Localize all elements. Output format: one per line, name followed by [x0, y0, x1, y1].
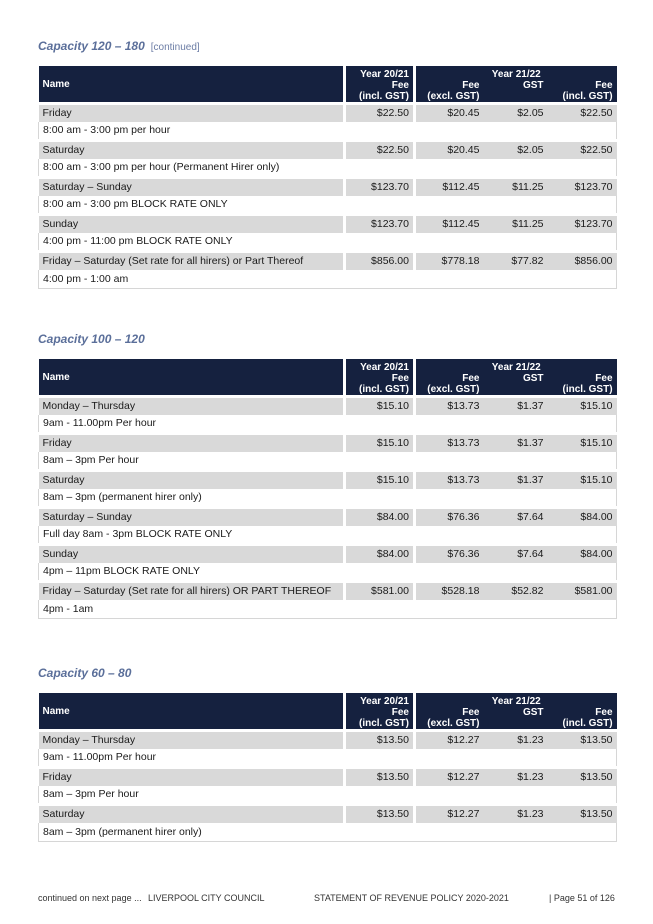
table-row-description	[39, 415, 617, 434]
header-fee-incl-2122	[548, 707, 617, 731]
table-row-description	[39, 600, 617, 619]
fee-2020-21-incl-gst: $13.50	[345, 805, 415, 823]
section-title	[38, 664, 616, 682]
fee-item-name: Friday – Saturday (Set rate for all hirers) or Part Thereof	[39, 252, 345, 270]
table-row	[39, 434, 617, 452]
table-row	[39, 397, 617, 415]
header-fee-label: Fee	[595, 373, 613, 384]
fee-2020-21-incl-gst: $15.10	[345, 397, 415, 415]
header-fee-excl	[415, 80, 484, 104]
table-row	[39, 805, 617, 823]
gst-amount: $1.37	[484, 434, 548, 452]
header-incl-gst-label: (incl. GST)	[562, 384, 613, 395]
table-row-description	[39, 823, 617, 842]
fee-2021-22-excl-gst: $112.45	[415, 215, 484, 233]
header-incl-gst-label: (incl. GST)	[359, 718, 409, 729]
header-excl-gst-label: (excl. GST)	[427, 384, 480, 395]
gst-amount: $1.37	[484, 397, 548, 415]
header-fee-label: Fee	[462, 707, 480, 718]
fee-2021-22-incl-gst: $22.50	[548, 141, 617, 159]
fee-item-hours: 9am - 11.00pm Per hour	[39, 749, 617, 768]
header-year-20-21: Year 20/21	[345, 693, 415, 707]
gst-amount: $11.25	[484, 215, 548, 233]
fee-item-name: Saturday	[39, 805, 345, 823]
header-fee-label: Fee	[462, 373, 480, 384]
section-capacity-60-80	[38, 664, 616, 842]
table-row-description	[39, 563, 617, 582]
page-footer	[38, 892, 616, 904]
gst-amount: $7.64	[484, 508, 548, 526]
table-row	[39, 768, 617, 786]
fee-2021-22-excl-gst: $13.73	[415, 471, 484, 489]
fee-item-hours: 8am – 3pm (permanent hirer only)	[39, 489, 617, 508]
table-row	[39, 508, 617, 526]
section-title-text: Capacity 120 – 180	[38, 39, 145, 53]
header-name: Name	[39, 693, 345, 731]
header-fee-excl	[415, 373, 484, 397]
fee-2021-22-excl-gst: $20.45	[415, 104, 484, 122]
fee-item-name: Monday – Thursday	[39, 731, 345, 749]
fee-item-name: Friday	[39, 768, 345, 786]
header-fee-incl-2021	[345, 80, 415, 104]
header-incl-gst-label: (incl. GST)	[359, 384, 409, 395]
fee-item-hours: 9am - 11.00pm Per hour	[39, 415, 617, 434]
table-row	[39, 104, 617, 122]
table-row	[39, 141, 617, 159]
header-fee-label: Fee	[462, 80, 480, 91]
header-gst: GST	[484, 707, 548, 731]
fee-2021-22-incl-gst: $581.00	[548, 582, 617, 600]
fee-2021-22-incl-gst: $84.00	[548, 508, 617, 526]
section-title-text: Capacity 60 – 80	[38, 666, 132, 680]
fee-item-hours: 4pm - 1am	[39, 600, 617, 619]
header-fee-excl	[415, 707, 484, 731]
header-year-21-22: Year 21/22	[415, 693, 617, 707]
section-capacity-120-180	[38, 37, 616, 289]
header-fee-label: Fee	[391, 373, 409, 384]
fee-2021-22-incl-gst: $13.50	[548, 805, 617, 823]
header-year-20-21: Year 20/21	[345, 66, 415, 80]
table-row-description	[39, 526, 617, 545]
table-row	[39, 471, 617, 489]
fee-2021-22-excl-gst: $76.36	[415, 508, 484, 526]
fee-2021-22-incl-gst: $15.10	[548, 397, 617, 415]
table-row-description	[39, 786, 617, 805]
fee-2021-22-incl-gst: $84.00	[548, 545, 617, 563]
fee-item-name: Saturday	[39, 471, 345, 489]
fee-2021-22-incl-gst: $856.00	[548, 252, 617, 270]
section-title	[38, 37, 616, 55]
table-row-description	[39, 270, 617, 289]
fee-2020-21-incl-gst: $84.00	[345, 545, 415, 563]
header-incl-gst-label: (incl. GST)	[562, 718, 613, 729]
gst-amount: $1.23	[484, 731, 548, 749]
table-row-description	[39, 196, 617, 215]
fee-2021-22-incl-gst: $123.70	[548, 178, 617, 196]
fee-item-hours: 8am – 3pm Per hour	[39, 786, 617, 805]
header-name: Name	[39, 66, 345, 104]
fee-table	[38, 359, 617, 619]
table-row-description	[39, 489, 617, 508]
fee-item-name: Saturday – Sunday	[39, 508, 345, 526]
gst-amount: $1.37	[484, 471, 548, 489]
fee-2021-22-excl-gst: $12.27	[415, 768, 484, 786]
fee-item-name: Friday	[39, 104, 345, 122]
continued-note: [continued]	[150, 42, 200, 53]
fee-2020-21-incl-gst: $581.00	[345, 582, 415, 600]
fee-item-hours: 8:00 am - 3:00 pm per hour (Permanent Hirer only)	[39, 159, 617, 178]
table-row-description	[39, 749, 617, 768]
header-incl-gst-label: (incl. GST)	[562, 91, 613, 102]
table-row	[39, 582, 617, 600]
table-row-description	[39, 122, 617, 141]
fee-item-name: Friday – Saturday (Set rate for all hirers) OR PART THEREOF	[39, 582, 345, 600]
header-year-20-21: Year 20/21	[345, 359, 415, 373]
gst-amount: $52.82	[484, 582, 548, 600]
fee-2021-22-incl-gst: $123.70	[548, 215, 617, 233]
fee-item-name: Friday	[39, 434, 345, 452]
gst-amount: $1.23	[484, 768, 548, 786]
section-title	[38, 330, 616, 348]
fee-2021-22-excl-gst: $528.18	[415, 582, 484, 600]
fee-2020-21-incl-gst: $22.50	[345, 141, 415, 159]
fee-2020-21-incl-gst: $13.50	[345, 768, 415, 786]
fee-2021-22-excl-gst: $12.27	[415, 805, 484, 823]
header-incl-gst-label: (incl. GST)	[359, 91, 409, 102]
fee-2021-22-incl-gst: $15.10	[548, 434, 617, 452]
fee-item-hours: 8am – 3pm Per hour	[39, 452, 617, 471]
fee-2021-22-excl-gst: $76.36	[415, 545, 484, 563]
gst-amount: $1.23	[484, 805, 548, 823]
table-row	[39, 545, 617, 563]
fee-item-hours: 4:00 pm - 11:00 pm BLOCK RATE ONLY	[39, 233, 617, 252]
table-row-description	[39, 452, 617, 471]
fee-2021-22-incl-gst: $13.50	[548, 768, 617, 786]
footer-continued: continued on next page ...	[38, 893, 142, 903]
fee-2020-21-incl-gst: $15.10	[345, 434, 415, 452]
fee-2020-21-incl-gst: $123.70	[345, 178, 415, 196]
header-gst: GST	[484, 80, 548, 104]
fee-2021-22-incl-gst: $13.50	[548, 731, 617, 749]
fee-2020-21-incl-gst: $15.10	[345, 471, 415, 489]
header-name: Name	[39, 359, 345, 397]
table-row	[39, 215, 617, 233]
gst-amount: $2.05	[484, 141, 548, 159]
header-fee-label: Fee	[391, 80, 409, 91]
header-year-21-22: Year 21/22	[415, 359, 617, 373]
fee-item-name: Sunday	[39, 545, 345, 563]
fee-item-name: Monday – Thursday	[39, 397, 345, 415]
fee-2020-21-incl-gst: $22.50	[345, 104, 415, 122]
fee-item-hours: 8:00 am - 3:00 pm per hour	[39, 122, 617, 141]
fee-2021-22-excl-gst: $13.73	[415, 434, 484, 452]
section-title-text: Capacity 100 – 120	[38, 332, 145, 346]
fee-table	[38, 66, 617, 289]
table-row	[39, 178, 617, 196]
table-row-description	[39, 233, 617, 252]
fee-2021-22-excl-gst: $112.45	[415, 178, 484, 196]
fee-2020-21-incl-gst: $13.50	[345, 731, 415, 749]
fee-2020-21-incl-gst: $123.70	[345, 215, 415, 233]
fee-2020-21-incl-gst: $84.00	[345, 508, 415, 526]
fee-2021-22-excl-gst: $20.45	[415, 141, 484, 159]
fee-item-hours: 8am – 3pm (permanent hirer only)	[39, 823, 617, 842]
gst-amount: $77.82	[484, 252, 548, 270]
fee-2021-22-excl-gst: $778.18	[415, 252, 484, 270]
fee-table	[38, 693, 617, 842]
fee-2021-22-excl-gst: $12.27	[415, 731, 484, 749]
footer-statement: STATEMENT OF REVENUE POLICY 2020-2021	[314, 893, 509, 903]
fee-item-hours: 4:00 pm - 1:00 am	[39, 270, 617, 289]
footer-page-number: | Page 51 of 126	[549, 893, 615, 903]
fee-item-name: Sunday	[39, 215, 345, 233]
footer-council: LIVERPOOL CITY COUNCIL	[148, 893, 265, 903]
fee-2021-22-excl-gst: $13.73	[415, 397, 484, 415]
header-fee-label: Fee	[595, 80, 613, 91]
gst-amount: $11.25	[484, 178, 548, 196]
fee-2021-22-incl-gst: $15.10	[548, 471, 617, 489]
fee-item-hours: 8:00 am - 3:00 pm BLOCK RATE ONLY	[39, 196, 617, 215]
header-year-21-22: Year 21/22	[415, 66, 617, 80]
fee-2021-22-incl-gst: $22.50	[548, 104, 617, 122]
fee-item-hours: Full day 8am - 3pm BLOCK RATE ONLY	[39, 526, 617, 545]
gst-amount: $2.05	[484, 104, 548, 122]
fee-item-name: Saturday	[39, 141, 345, 159]
header-fee-incl-2122	[548, 373, 617, 397]
header-fee-incl-2122	[548, 80, 617, 104]
fee-item-hours: 4pm – 11pm BLOCK RATE ONLY	[39, 563, 617, 582]
header-excl-gst-label: (excl. GST)	[427, 91, 480, 102]
table-row-description	[39, 159, 617, 178]
header-gst: GST	[484, 373, 548, 397]
section-capacity-100-120	[38, 330, 616, 619]
table-row	[39, 252, 617, 270]
table-row	[39, 731, 617, 749]
header-fee-label: Fee	[391, 707, 409, 718]
fee-2020-21-incl-gst: $856.00	[345, 252, 415, 270]
header-fee-incl-2021	[345, 707, 415, 731]
gst-amount: $7.64	[484, 545, 548, 563]
header-excl-gst-label: (excl. GST)	[427, 718, 480, 729]
fee-item-name: Saturday – Sunday	[39, 178, 345, 196]
header-fee-incl-2021	[345, 373, 415, 397]
header-fee-label: Fee	[595, 707, 613, 718]
